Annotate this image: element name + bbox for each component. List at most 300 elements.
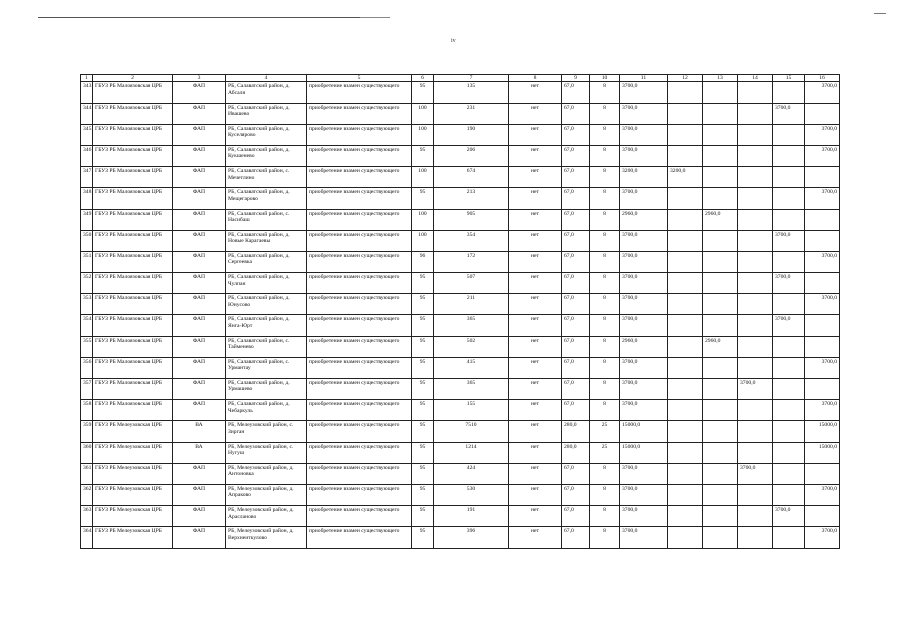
table-cell: 172 <box>434 251 509 272</box>
table-cell: 363 <box>81 506 93 527</box>
table-cell: нет <box>509 336 562 357</box>
table-cell: 67,0 <box>562 82 590 103</box>
table-cell <box>703 124 738 145</box>
table-cell: РБ, Салаватский район, д. Абсаля <box>226 82 307 103</box>
table-cell <box>703 484 738 505</box>
table-cell: 3700,0 <box>620 273 668 294</box>
table-cell: 3700,0 <box>773 230 805 251</box>
table-cell <box>703 145 738 166</box>
table-cell: ФАП <box>173 357 226 378</box>
table-cell: 3700,0 <box>620 506 668 527</box>
table-cell: ГБУЗ РБ Мелеузовская ЦРБ <box>93 506 173 527</box>
table-cell: 15000,0 <box>805 421 840 442</box>
table-cell: РБ, Салаватский район, д. Чебаркуль <box>226 400 307 421</box>
table-cell: 8 <box>590 527 620 548</box>
table-cell <box>668 506 703 527</box>
table-cell: 360 <box>81 442 93 463</box>
scan-artifact-mark <box>874 13 886 14</box>
table-cell: 8 <box>590 379 620 400</box>
table-cell: ГБУЗ РБ Мелеузовская ЦРБ <box>93 463 173 484</box>
table-cell: 95 <box>412 294 434 315</box>
table-row <box>81 188 840 209</box>
table-cell: 8 <box>590 209 620 230</box>
table-cell <box>668 82 703 103</box>
table-cell: 95 <box>412 421 434 442</box>
table-cell <box>668 336 703 357</box>
table-cell: 8 <box>590 273 620 294</box>
table-cell: 190 <box>434 124 509 145</box>
table-cell <box>738 400 773 421</box>
table-cell: 95 <box>412 273 434 294</box>
table-cell: 95 <box>412 379 434 400</box>
table-row <box>81 400 840 421</box>
table-cell: 8 <box>590 230 620 251</box>
column-header: 15 <box>773 75 805 82</box>
table-cell: 67,0 <box>562 294 590 315</box>
table-cell: РБ, Салаватский район, д. Куселярово <box>226 124 307 145</box>
table-cell <box>668 527 703 548</box>
table-row <box>81 82 840 103</box>
table-cell: 3700,0 <box>620 463 668 484</box>
table-cell: ГБУЗ РБ Малоязовская ЦРБ <box>93 103 173 124</box>
table-cell: приобретение взамен существующего <box>307 315 412 336</box>
table-cell <box>703 315 738 336</box>
table-cell <box>773 421 805 442</box>
table-cell: 3700,0 <box>773 103 805 124</box>
table-cell: 396 <box>434 527 509 548</box>
table-cell: ФАП <box>173 294 226 315</box>
table-cell: 3700,0 <box>805 251 840 272</box>
table-cell <box>703 442 738 463</box>
table-cell: ГБУЗ РБ Малоязовская ЦРБ <box>93 273 173 294</box>
table-cell: приобретение взамен существующего <box>307 82 412 103</box>
table-cell <box>738 103 773 124</box>
table-cell: РБ, Салаватский район, с. Мечетлино <box>226 167 307 188</box>
table-cell: 347 <box>81 167 93 188</box>
table-cell: 354 <box>81 315 93 336</box>
table-cell: 3700,0 <box>805 145 840 166</box>
table-cell <box>805 379 840 400</box>
scan-artifact-line <box>360 17 390 18</box>
data-table <box>80 74 840 549</box>
table-cell <box>738 315 773 336</box>
table-cell: приобретение взамен существующего <box>307 209 412 230</box>
table-cell: 67,0 <box>562 209 590 230</box>
table-cell <box>668 357 703 378</box>
table-cell <box>703 251 738 272</box>
table-cell <box>668 251 703 272</box>
table-cell: приобретение взамен существующего <box>307 336 412 357</box>
table-cell: приобретение взамен существующего <box>307 357 412 378</box>
table-cell: 8 <box>590 82 620 103</box>
table-cell: 3700,0 <box>805 188 840 209</box>
table-cell: нет <box>509 82 562 103</box>
column-header: 14 <box>738 75 773 82</box>
table-cell: 67,0 <box>562 145 590 166</box>
table-cell: 507 <box>434 273 509 294</box>
table-cell: РБ, Салаватский район, д. Юнусово <box>226 294 307 315</box>
table-cell: ГБУЗ РБ Малоязовская ЦРБ <box>93 336 173 357</box>
table-cell: РБ, Салаватский район, д. Ивашево <box>226 103 307 124</box>
table-cell <box>668 273 703 294</box>
table-row <box>81 442 840 463</box>
table-cell <box>773 188 805 209</box>
table-cell <box>703 463 738 484</box>
column-header: 12 <box>668 75 703 82</box>
table-row <box>81 506 840 527</box>
table-cell <box>668 484 703 505</box>
table-cell <box>738 442 773 463</box>
table-cell: 95 <box>412 357 434 378</box>
table-cell: 3700,0 <box>773 315 805 336</box>
table-header-row <box>81 75 840 82</box>
table-cell: 3700,0 <box>805 527 840 548</box>
table-cell: ФАП <box>173 145 226 166</box>
table-cell: 8 <box>590 188 620 209</box>
table-cell: 15000,0 <box>620 421 668 442</box>
table-cell: нет <box>509 273 562 294</box>
table-cell <box>738 527 773 548</box>
table-cell: 356 <box>81 357 93 378</box>
table-row <box>81 294 840 315</box>
table-cell: 3700,0 <box>805 400 840 421</box>
table-cell: приобретение взамен существующего <box>307 379 412 400</box>
table-cell: приобретение взамен существующего <box>307 527 412 548</box>
table-cell: нет <box>509 421 562 442</box>
table-cell: приобретение взамен существующего <box>307 251 412 272</box>
table-cell: 8 <box>590 315 620 336</box>
table-cell <box>703 421 738 442</box>
table-cell: РБ, Салаватский район, д. Сергеевка <box>226 251 307 272</box>
table-cell: 213 <box>434 188 509 209</box>
table-cell: 3700,0 <box>620 230 668 251</box>
table-cell: ФАП <box>173 315 226 336</box>
table-cell <box>738 336 773 357</box>
table-cell: 67,0 <box>562 315 590 336</box>
table-cell: 231 <box>434 103 509 124</box>
table-cell: 67,0 <box>562 357 590 378</box>
table-cell: 15000,0 <box>805 442 840 463</box>
table-cell: 191 <box>434 506 509 527</box>
table-cell: РБ, Салаватский район, д. Новые Карагаевы <box>226 230 307 251</box>
table-cell: 95 <box>412 484 434 505</box>
table-cell: приобретение взамен существующего <box>307 442 412 463</box>
table-cell <box>703 167 738 188</box>
table-cell <box>668 145 703 166</box>
table-row <box>81 484 840 505</box>
table-cell: 67,0 <box>562 484 590 505</box>
table-cell: нет <box>509 167 562 188</box>
table-cell: 95 <box>412 506 434 527</box>
table-cell: 350 <box>81 230 93 251</box>
table-cell <box>805 273 840 294</box>
table-cell: 3700,0 <box>620 527 668 548</box>
table-cell <box>738 251 773 272</box>
table-cell: ФАП <box>173 463 226 484</box>
table-cell: 280,0 <box>562 421 590 442</box>
table-cell: 8 <box>590 167 620 188</box>
table-cell <box>805 463 840 484</box>
table-row <box>81 145 840 166</box>
table-cell <box>738 357 773 378</box>
table-cell: ФАП <box>173 124 226 145</box>
table-cell <box>668 209 703 230</box>
table-cell: 67,0 <box>562 230 590 251</box>
table-cell: 348 <box>81 188 93 209</box>
table-row <box>81 124 840 145</box>
table-cell: 424 <box>434 463 509 484</box>
table-cell: 2960,0 <box>620 336 668 357</box>
table-cell: 3200,0 <box>620 167 668 188</box>
table-cell: РБ, Мелеузовский район, с. Нугуш <box>226 442 307 463</box>
table-cell <box>703 230 738 251</box>
table-cell: РБ, Мелеузовский район, д. Антоновка <box>226 463 307 484</box>
table-cell <box>805 315 840 336</box>
table-cell: 3700,0 <box>620 188 668 209</box>
table-cell: ГБУЗ РБ Малоязовская ЦРБ <box>93 251 173 272</box>
table-cell: 95 <box>412 463 434 484</box>
table-cell <box>703 273 738 294</box>
table-cell: 67,0 <box>562 379 590 400</box>
table-cell: приобретение взамен существующего <box>307 167 412 188</box>
table-cell: приобретение взамен существующего <box>307 506 412 527</box>
table-cell: ФАП <box>173 230 226 251</box>
table-cell: нет <box>509 442 562 463</box>
table-cell: ФАП <box>173 273 226 294</box>
table-cell: приобретение взамен существующего <box>307 484 412 505</box>
table-cell <box>703 103 738 124</box>
table-cell: приобретение взамен существующего <box>307 294 412 315</box>
table-cell <box>773 463 805 484</box>
table-cell: 3700,0 <box>805 82 840 103</box>
table-cell: РБ, Салаватский район, с. Насибаш <box>226 209 307 230</box>
table-cell: РБ, Салаватский район, д. Янга-Юрт <box>226 315 307 336</box>
table-cell <box>773 251 805 272</box>
table-cell: 905 <box>434 209 509 230</box>
table-cell: приобретение взамен существующего <box>307 400 412 421</box>
table-cell: нет <box>509 400 562 421</box>
table-cell: 67,0 <box>562 188 590 209</box>
table-cell: 155 <box>434 400 509 421</box>
table-cell: 67,0 <box>562 336 590 357</box>
table-cell: 1214 <box>434 442 509 463</box>
table-cell: ФАП <box>173 527 226 548</box>
table-cell <box>738 421 773 442</box>
table-cell: 365 <box>434 315 509 336</box>
table-cell <box>773 357 805 378</box>
table-cell: 25 <box>590 442 620 463</box>
table-cell: нет <box>509 145 562 166</box>
table-cell: 3700,0 <box>620 124 668 145</box>
table-cell: 8 <box>590 400 620 421</box>
table-cell <box>668 400 703 421</box>
table-cell: ГБУЗ РБ Мелеузовская ЦРБ <box>93 484 173 505</box>
table-cell: приобретение взамен существующего <box>307 103 412 124</box>
table-cell: приобретение взамен существующего <box>307 273 412 294</box>
table-cell: 67,0 <box>562 506 590 527</box>
table-cell: 361 <box>81 463 93 484</box>
table-cell: 100 <box>412 103 434 124</box>
table-cell <box>668 315 703 336</box>
column-header: 11 <box>620 75 668 82</box>
table-cell: ВА <box>173 421 226 442</box>
table-cell: ГБУЗ РБ Малоязовская ЦРБ <box>93 124 173 145</box>
table-cell: 8 <box>590 336 620 357</box>
table-cell <box>773 400 805 421</box>
table-cell: ФАП <box>173 167 226 188</box>
table-cell: 2960,0 <box>703 209 738 230</box>
table-cell: 8 <box>590 124 620 145</box>
table-cell <box>805 103 840 124</box>
table-row <box>81 379 840 400</box>
table-cell: 211 <box>434 294 509 315</box>
table-cell: приобретение взамен существующего <box>307 188 412 209</box>
table-cell: 3700,0 <box>620 145 668 166</box>
table-cell: 364 <box>81 527 93 548</box>
table-cell: приобретение взамен существующего <box>307 421 412 442</box>
table-cell <box>738 273 773 294</box>
table-row <box>81 463 840 484</box>
table-cell <box>773 209 805 230</box>
column-header: 16 <box>805 75 840 82</box>
table-cell: ГБУЗ РБ Малоязовская ЦРБ <box>93 82 173 103</box>
table-cell: 352 <box>81 273 93 294</box>
table-cell <box>738 506 773 527</box>
table-cell: 3700,0 <box>620 251 668 272</box>
table-cell: нет <box>509 230 562 251</box>
table-cell: 67,0 <box>562 124 590 145</box>
table-cell: 357 <box>81 379 93 400</box>
table-cell: 95 <box>412 82 434 103</box>
table-cell: 351 <box>81 251 93 272</box>
table-row <box>81 357 840 378</box>
table-cell <box>668 421 703 442</box>
table-cell <box>668 103 703 124</box>
table-cell <box>668 188 703 209</box>
table-cell: 95 <box>412 336 434 357</box>
table-cell <box>738 82 773 103</box>
table-cell: нет <box>509 294 562 315</box>
table-cell: 100 <box>412 209 434 230</box>
table-cell: ГБУЗ РБ Малоязовская ЦРБ <box>93 167 173 188</box>
table-cell: нет <box>509 251 562 272</box>
table-cell: ГБУЗ РБ Мелеузовская ЦРБ <box>93 442 173 463</box>
table-cell: РБ, Мелеузовский район, д. Верхнеиткулово <box>226 527 307 548</box>
table-row <box>81 167 840 188</box>
table-cell: 358 <box>81 400 93 421</box>
table-cell <box>703 188 738 209</box>
table-cell <box>703 506 738 527</box>
table-cell: РБ, Салаватский район, д. Мещегарово <box>226 188 307 209</box>
table-cell <box>703 357 738 378</box>
table-cell: приобретение взамен существующего <box>307 230 412 251</box>
table-cell: 8 <box>590 251 620 272</box>
table-cell: 3700,0 <box>738 463 773 484</box>
table-cell: ФАП <box>173 82 226 103</box>
table-cell: нет <box>509 315 562 336</box>
table-cell: РБ, Мелеузовский район, д. Арасланово <box>226 506 307 527</box>
table-cell <box>703 379 738 400</box>
table-cell <box>703 82 738 103</box>
table-cell: ФАП <box>173 379 226 400</box>
table-cell: 2960,0 <box>620 209 668 230</box>
table-cell: ГБУЗ РБ Малоязовская ЦРБ <box>93 145 173 166</box>
table-cell: РБ, Мелеузовский район, д. Апраково <box>226 484 307 505</box>
table-cell: РБ, Салаватский район, д. Урмашево <box>226 379 307 400</box>
table-cell: ГБУЗ РБ Малоязовская ЦРБ <box>93 315 173 336</box>
table-cell <box>668 379 703 400</box>
table-cell <box>703 400 738 421</box>
table-cell <box>668 294 703 315</box>
table-cell: 8 <box>590 145 620 166</box>
table-cell <box>773 145 805 166</box>
table-cell <box>738 230 773 251</box>
table-cell: 67,0 <box>562 103 590 124</box>
column-header: 1 <box>81 75 93 82</box>
table-cell <box>738 167 773 188</box>
table-cell <box>805 230 840 251</box>
column-header: 5 <box>307 75 412 82</box>
table-cell: 3700,0 <box>620 484 668 505</box>
table-cell: приобретение взамен существующего <box>307 124 412 145</box>
table-cell <box>738 188 773 209</box>
table-cell: 8 <box>590 506 620 527</box>
table-cell: 3200,0 <box>668 167 703 188</box>
page-number: iv <box>451 38 456 44</box>
table-cell: нет <box>509 209 562 230</box>
table-cell <box>668 124 703 145</box>
table-cell <box>738 294 773 315</box>
table-cell <box>773 124 805 145</box>
table-cell: 8 <box>590 463 620 484</box>
table-cell <box>738 124 773 145</box>
table-cell: РБ, Салаватский район, д. Чулпан <box>226 273 307 294</box>
table-cell: РБ, Салаватский район, с. Тайменево <box>226 336 307 357</box>
table-row <box>81 103 840 124</box>
table-cell: 3700,0 <box>805 124 840 145</box>
table-cell: нет <box>509 188 562 209</box>
table-cell: 8 <box>590 103 620 124</box>
table-cell: ВА <box>173 442 226 463</box>
table-cell: 95 <box>412 315 434 336</box>
table-cell: 7510 <box>434 421 509 442</box>
table-cell: 3700,0 <box>620 379 668 400</box>
table-cell: 206 <box>434 145 509 166</box>
column-header: 7 <box>434 75 509 82</box>
table-cell: ГБУЗ РБ Малоязовская ЦРБ <box>93 357 173 378</box>
table-cell: 359 <box>81 421 93 442</box>
table-cell: 3700,0 <box>620 82 668 103</box>
table-cell: 345 <box>81 124 93 145</box>
table-row <box>81 230 840 251</box>
table-row <box>81 315 840 336</box>
table-cell: 3700,0 <box>805 294 840 315</box>
table-cell <box>738 145 773 166</box>
table-cell: ФАП <box>173 506 226 527</box>
table-cell: ГБУЗ РБ Малоязовская ЦРБ <box>93 294 173 315</box>
table-cell: ГБУЗ РБ Малоязовская ЦРБ <box>93 379 173 400</box>
table-cell: 67,0 <box>562 400 590 421</box>
scan-artifact-line <box>38 17 378 18</box>
table-row <box>81 251 840 272</box>
table-cell: ФАП <box>173 251 226 272</box>
table-row <box>81 336 840 357</box>
table-cell: 349 <box>81 209 93 230</box>
table-cell <box>738 209 773 230</box>
table-cell: 8 <box>590 357 620 378</box>
table-cell: 3700,0 <box>773 273 805 294</box>
table-cell: 3700,0 <box>773 506 805 527</box>
